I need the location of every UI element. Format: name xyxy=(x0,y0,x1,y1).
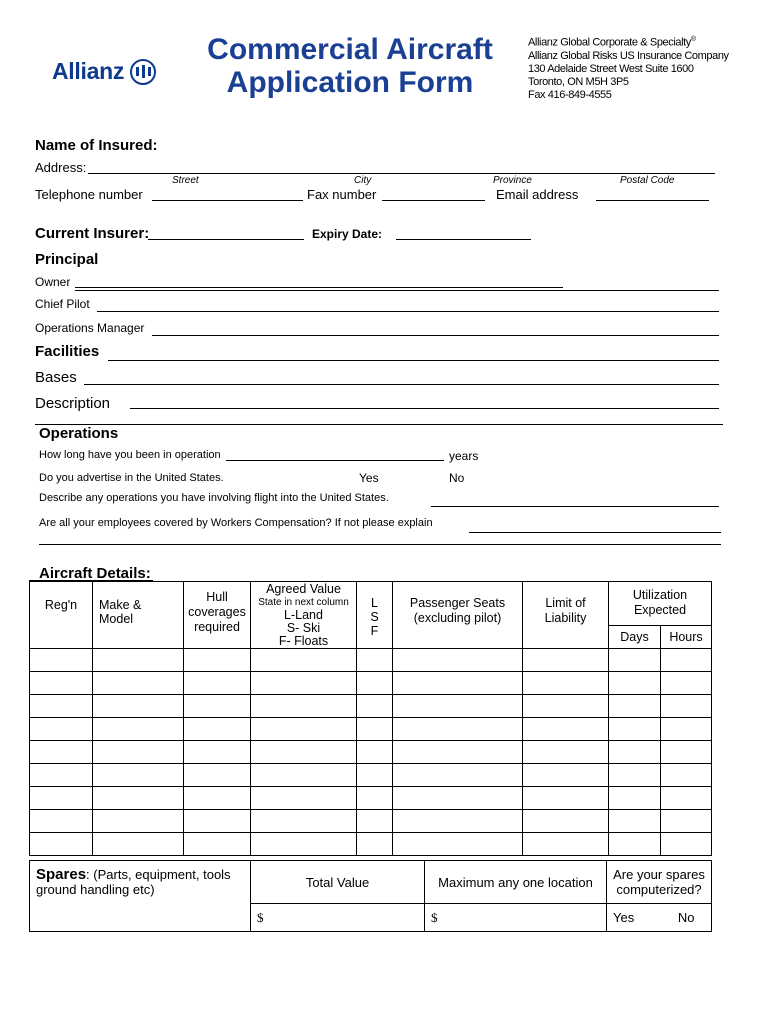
table-cell[interactable] xyxy=(661,810,712,833)
table-cell[interactable] xyxy=(93,833,184,856)
aircraft-row xyxy=(30,787,712,810)
company-city: Toronto, ON M5H 3P5 xyxy=(528,75,629,88)
bases-field[interactable] xyxy=(84,370,719,385)
table-cell[interactable] xyxy=(609,718,661,741)
table-cell[interactable] xyxy=(357,718,393,741)
advertise-yes-option[interactable]: Yes xyxy=(359,471,379,485)
table-cell[interactable] xyxy=(30,695,93,718)
table-cell[interactable] xyxy=(609,695,661,718)
table-cell[interactable] xyxy=(609,672,661,695)
table-cell[interactable] xyxy=(251,649,357,672)
bases-label: Bases xyxy=(35,369,77,386)
table-cell[interactable] xyxy=(30,810,93,833)
table-cell[interactable] xyxy=(661,741,712,764)
col-lsf-header xyxy=(357,582,393,649)
table-cell[interactable] xyxy=(30,764,93,787)
current-insurer-label: Current Insurer: xyxy=(35,225,150,242)
city-sublabel: City xyxy=(354,175,372,186)
table-cell[interactable] xyxy=(251,741,357,764)
col-agreed-label-1: Agreed Value xyxy=(266,582,341,596)
col-make-label: Make & xyxy=(99,598,142,612)
table-cell[interactable] xyxy=(393,649,523,672)
advertise-no-option[interactable]: No xyxy=(449,471,465,485)
table-cell[interactable] xyxy=(184,787,251,810)
max-location-field[interactable] xyxy=(425,904,607,932)
total-value-label: Total Value xyxy=(305,874,370,890)
company-name: Allianz Global Corporate & Specialty xyxy=(528,36,691,49)
col-make-model-header xyxy=(93,582,184,649)
table-cell[interactable] xyxy=(251,695,357,718)
table-cell[interactable] xyxy=(30,787,93,810)
chief-pilot-field[interactable] xyxy=(97,299,719,312)
col-days-header xyxy=(609,626,661,649)
description-field-line-2[interactable] xyxy=(35,410,723,425)
col-hull-header xyxy=(184,582,251,649)
table-cell[interactable] xyxy=(661,764,712,787)
how-long-field[interactable] xyxy=(226,448,444,461)
company-line-1 xyxy=(528,33,729,50)
aircraft-details-heading: Aircraft Details: xyxy=(39,565,151,582)
aircraft-row xyxy=(30,810,712,833)
total-value-field[interactable] xyxy=(251,904,425,932)
computerized-label-2: computerized? xyxy=(616,882,702,897)
aircraft-row xyxy=(30,649,712,672)
table-cell[interactable] xyxy=(357,787,393,810)
chief-pilot-label: Chief Pilot xyxy=(35,297,90,311)
operations-manager-label: Operations Manager xyxy=(35,321,145,335)
col-agreed-label-5: F- Floats xyxy=(278,634,329,648)
spares-table xyxy=(29,860,712,932)
postal-code-sublabel: Postal Code xyxy=(620,175,675,186)
table-cell[interactable] xyxy=(393,741,523,764)
table-cell[interactable] xyxy=(251,764,357,787)
table-cell[interactable] xyxy=(357,833,393,856)
table-cell[interactable] xyxy=(609,764,661,787)
spares-desc-1: : (Parts, equipment, tools xyxy=(86,867,231,882)
aircraft-row xyxy=(30,718,712,741)
describe-us-operations-label: Describe any operations you have involving flight into the United States. xyxy=(39,492,389,504)
col-passenger-seats-header xyxy=(393,582,523,649)
address-label: Address: xyxy=(35,160,87,175)
col-lsf-l: L xyxy=(371,596,378,610)
computerized-header xyxy=(607,861,712,904)
allianz-eagle-icon xyxy=(130,59,156,85)
table-cell[interactable] xyxy=(393,810,523,833)
facilities-field[interactable] xyxy=(108,346,719,361)
col-limit-label-2: Liability xyxy=(544,611,587,625)
col-registration-label: Reg'n xyxy=(44,598,78,612)
years-label: years xyxy=(449,449,479,463)
table-cell[interactable] xyxy=(251,787,357,810)
table-cell[interactable] xyxy=(609,741,661,764)
col-lsf-s: S xyxy=(370,610,379,624)
col-util-label-1: Utilization xyxy=(632,588,688,602)
col-hull-label-3: required xyxy=(194,620,240,634)
col-hull-label-2: coverages xyxy=(188,605,246,619)
table-cell[interactable] xyxy=(93,787,184,810)
total-value-dollar: $ xyxy=(257,909,264,925)
spares-desc-2: ground handling etc) xyxy=(36,882,155,897)
table-cell[interactable] xyxy=(30,741,93,764)
table-cell[interactable] xyxy=(661,787,712,810)
table-cell[interactable] xyxy=(523,695,609,718)
operations-manager-field[interactable] xyxy=(152,323,719,336)
col-pass-label-2: (excluding pilot) xyxy=(413,611,502,625)
table-cell[interactable] xyxy=(93,741,184,764)
table-cell[interactable] xyxy=(357,695,393,718)
table-cell[interactable] xyxy=(661,833,712,856)
col-agreed-label-4: S- Ski xyxy=(286,621,321,635)
col-limit-liability-header xyxy=(523,582,609,649)
table-cell[interactable] xyxy=(93,649,184,672)
table-cell[interactable] xyxy=(609,649,661,672)
workers-comp-field-line-2[interactable] xyxy=(39,532,721,545)
aircraft-row xyxy=(30,741,712,764)
current-insurer-field[interactable] xyxy=(148,226,304,240)
col-hours-header xyxy=(661,626,712,649)
table-cell[interactable] xyxy=(93,718,184,741)
aircraft-heading-rule xyxy=(29,565,153,581)
table-cell[interactable] xyxy=(357,764,393,787)
table-cell[interactable] xyxy=(184,833,251,856)
table-cell[interactable] xyxy=(393,718,523,741)
table-cell[interactable] xyxy=(184,810,251,833)
owner-field-extended[interactable] xyxy=(75,278,719,291)
table-cell[interactable] xyxy=(393,695,523,718)
fax-field[interactable] xyxy=(382,187,485,201)
computerized-label-1: Are your spares xyxy=(613,867,705,882)
table-cell[interactable] xyxy=(393,833,523,856)
table-cell[interactable] xyxy=(184,672,251,695)
operations-heading: Operations xyxy=(39,425,119,442)
col-limit-label-1: Limit of xyxy=(545,596,586,610)
workers-comp-label: Are all your employees covered by Workers Compensation? If not please explain xyxy=(39,517,433,529)
table-cell[interactable] xyxy=(184,718,251,741)
table-cell[interactable] xyxy=(93,810,184,833)
description-label: Description xyxy=(35,395,111,412)
table-cell[interactable] xyxy=(523,787,609,810)
expiry-date-field[interactable] xyxy=(396,226,531,240)
how-long-label: How long have you been in operation xyxy=(39,449,221,461)
address-field[interactable] xyxy=(88,160,715,174)
province-sublabel: Province xyxy=(493,175,532,186)
table-cell[interactable] xyxy=(30,649,93,672)
table-cell[interactable] xyxy=(393,672,523,695)
table-cell[interactable] xyxy=(393,787,523,810)
table-cell[interactable] xyxy=(184,649,251,672)
expiry-date-label: Expiry Date: xyxy=(312,227,383,241)
max-location-dollar: $ xyxy=(431,909,438,925)
telephone-field[interactable] xyxy=(152,187,303,201)
col-registration-header xyxy=(30,582,93,649)
col-model-label: Model xyxy=(99,612,134,626)
table-cell[interactable] xyxy=(93,672,184,695)
table-cell[interactable] xyxy=(251,718,357,741)
facilities-label: Facilities xyxy=(35,343,100,360)
aircraft-row xyxy=(30,695,712,718)
fax-label: Fax number xyxy=(307,187,377,202)
table-cell[interactable] xyxy=(523,741,609,764)
description-field[interactable] xyxy=(130,394,719,409)
table-cell[interactable] xyxy=(609,787,661,810)
table-cell[interactable] xyxy=(523,810,609,833)
table-cell[interactable] xyxy=(184,741,251,764)
col-utilization-header xyxy=(609,582,712,626)
form-title xyxy=(200,33,500,99)
title-line-2: Application Form xyxy=(226,66,474,99)
table-cell[interactable] xyxy=(609,833,661,856)
col-lsf-f: F xyxy=(370,624,379,638)
table-cell[interactable] xyxy=(357,649,393,672)
table-cell[interactable] xyxy=(30,833,93,856)
title-line-1: Commercial Aircraft xyxy=(207,33,493,66)
describe-us-operations-field[interactable] xyxy=(431,494,719,507)
aircraft-details-table xyxy=(29,581,712,856)
email-field[interactable] xyxy=(596,187,709,201)
table-cell[interactable] xyxy=(30,718,93,741)
spares-label-line-1 xyxy=(36,867,250,882)
table-cell[interactable] xyxy=(661,718,712,741)
telephone-label: Telephone number xyxy=(35,187,143,202)
company-address xyxy=(528,33,729,102)
table-cell[interactable] xyxy=(184,695,251,718)
street-sublabel: Street xyxy=(172,175,199,186)
company-fax: Fax 416-849-4555 xyxy=(528,88,612,101)
col-agreed-label-2: State in next column xyxy=(258,597,349,608)
advertise-label: Do you advertise in the United States. xyxy=(39,472,224,484)
table-cell[interactable] xyxy=(661,695,712,718)
owner-label: Owner xyxy=(35,275,71,289)
logo-text: Allianz xyxy=(52,58,125,84)
computerized-no-option[interactable]: No xyxy=(677,910,695,925)
table-cell[interactable] xyxy=(93,695,184,718)
table-cell[interactable] xyxy=(184,764,251,787)
table-cell[interactable] xyxy=(30,672,93,695)
company-street: 130 Adelaide Street West Suite 1600 xyxy=(528,62,694,75)
spares-label-cell xyxy=(30,861,251,932)
email-label: Email address xyxy=(496,187,579,202)
table-cell[interactable] xyxy=(661,672,712,695)
col-agreed-value-header xyxy=(251,582,357,649)
table-cell[interactable] xyxy=(393,764,523,787)
col-hull-label-1: Hull xyxy=(206,590,228,604)
computerized-options xyxy=(607,904,712,932)
table-cell[interactable] xyxy=(251,833,357,856)
spares-heading: Spares xyxy=(36,866,87,883)
aircraft-row xyxy=(30,833,712,856)
table-cell[interactable] xyxy=(251,810,357,833)
table-cell[interactable] xyxy=(523,718,609,741)
table-cell[interactable] xyxy=(523,649,609,672)
col-agreed-label-3: L-Land xyxy=(284,608,323,622)
allianz-logo xyxy=(52,58,156,85)
table-cell[interactable] xyxy=(523,672,609,695)
max-location-label: Maximum any one location xyxy=(438,874,593,890)
table-cell[interactable] xyxy=(357,810,393,833)
total-value-header xyxy=(251,861,425,904)
table-cell[interactable] xyxy=(357,672,393,695)
computerized-yes-option[interactable]: Yes xyxy=(613,910,635,925)
company-line-2: Allianz Global Risks US Insurance Company xyxy=(528,49,729,62)
aircraft-row xyxy=(30,672,712,695)
table-cell[interactable] xyxy=(523,833,609,856)
registered-mark: ® xyxy=(690,36,696,43)
col-pass-label-1: Passenger Seats xyxy=(409,596,506,610)
col-util-label-2: Expected xyxy=(633,603,687,617)
table-cell[interactable] xyxy=(93,764,184,787)
max-location-header xyxy=(425,861,607,904)
table-cell[interactable] xyxy=(357,741,393,764)
col-hours-label: Hours xyxy=(669,630,703,644)
table-cell[interactable] xyxy=(609,810,661,833)
name-of-insured-heading: Name of Insured: xyxy=(35,137,158,154)
table-cell[interactable] xyxy=(251,672,357,695)
aircraft-row xyxy=(30,764,712,787)
principal-heading: Principal xyxy=(35,251,99,268)
col-days-label: Days xyxy=(620,630,649,644)
table-cell[interactable] xyxy=(661,649,712,672)
table-cell[interactable] xyxy=(523,764,609,787)
